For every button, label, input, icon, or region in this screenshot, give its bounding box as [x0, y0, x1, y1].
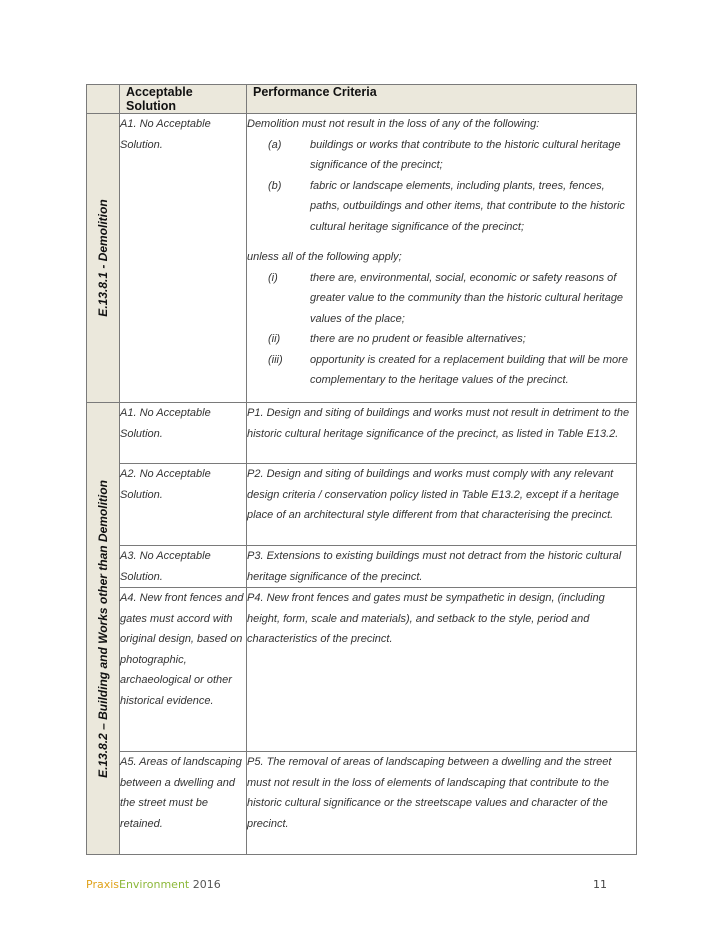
table-row: [87, 114, 637, 403]
list-item: [247, 350, 636, 391]
acceptable-solution-cell: A4. New front fences and gates must accord with original design, based on photographic, archaeological or other historical evidence.: [120, 588, 247, 752]
table-row: [87, 546, 637, 588]
table-header-row: [87, 85, 637, 114]
footer-brand: [86, 878, 221, 891]
section-label-building-works: E.13.8.2 – Building and Works other than Demolition: [96, 479, 110, 778]
acceptable-solution-cell: A1. No Acceptable Solution.: [120, 403, 247, 464]
section-label-demolition: E.13.8.1 - Demolition: [96, 199, 110, 317]
list-marker: (b): [268, 179, 282, 192]
list-item: [247, 176, 636, 238]
performance-criteria-cell: P1. Design and siting of buildings and works must not result in detriment to the historic cultural heritage significance of the precinct, as listed in Table E13.2.: [247, 403, 637, 464]
list-item: [247, 329, 636, 350]
criteria-items-list: [247, 135, 636, 238]
performance-criteria-cell: [247, 114, 637, 403]
table-row: [87, 752, 637, 855]
list-item: [247, 135, 636, 176]
acceptable-solution-cell: A3. No Acceptable Solution.: [120, 546, 247, 588]
list-text: buildings or works that contribute to the historic cultural heritage significance of the precinct;: [310, 138, 621, 171]
performance-criteria-cell: P4. New front fences and gates must be sympathetic in design, (including height, form, scale and materials), and setback to the style, period and characteristics of the precinct.: [247, 588, 637, 752]
list-marker: (a): [268, 138, 282, 151]
table-row: [87, 464, 637, 546]
list-text: there are, environmental, social, economic or safety reasons of greater value to the community than the historic cultural heritage values of the place;: [310, 271, 624, 325]
header-acceptable-solution: Acceptable Solution: [120, 85, 247, 114]
acceptable-solution-cell: A1. No Acceptable Solution.: [120, 114, 247, 403]
page-number: 11: [593, 878, 607, 891]
footer-year: 2016: [192, 878, 221, 891]
acceptable-solution-cell: A2. No Acceptable Solution.: [120, 464, 247, 546]
table-row: [87, 588, 637, 752]
performance-criteria-cell: P2. Design and siting of buildings and works must comply with any relevant design criteria / conservation policy listed in Table E13.2, except if a heritage place of an architectural style different from that characterising the precinct.: [247, 464, 637, 546]
criteria-intro: Demolition must not result in the loss of any of the following:: [247, 118, 540, 130]
table-row: [87, 403, 637, 464]
header-performance-criteria: Performance Criteria: [247, 85, 637, 114]
list-item: [247, 268, 636, 330]
list-marker: (iii): [268, 353, 283, 366]
criteria-conditions-list: [247, 268, 636, 391]
section-label-cell: [87, 403, 120, 855]
planning-standards-table: [86, 84, 637, 855]
acceptable-solution-cell: A5. Areas of landscaping between a dwelling and the street must be retained.: [120, 752, 247, 855]
criteria-unless: unless all of the following apply;: [247, 251, 402, 263]
brand-praxis: Praxis: [86, 878, 119, 891]
header-blank-cell: [87, 85, 120, 114]
list-text: opportunity is created for a replacement building that will be more complementary to the heritage values of the precinct.: [310, 353, 628, 386]
list-marker: (i): [268, 271, 278, 284]
list-marker: (ii): [268, 333, 281, 345]
list-text: fabric or landscape elements, including plants, trees, fences, paths, outbuildings and other items, that contribute to the historic cultural heritage significance of the precinct;: [310, 179, 625, 233]
performance-criteria-cell: P5. The removal of areas of landscaping between a dwelling and the street must not result in the loss of elements of landscaping that contribute to the historic cultural significance or the streetscape values and character of the precinct.: [247, 752, 637, 855]
brand-environment: Environment: [119, 878, 190, 891]
performance-criteria-cell: P3. Extensions to existing buildings must not detract from the historic cultural heritage significance of the precinct.: [247, 546, 637, 588]
section-label-cell: [87, 114, 120, 403]
list-text: there are no prudent or feasible alternatives;: [310, 333, 526, 345]
